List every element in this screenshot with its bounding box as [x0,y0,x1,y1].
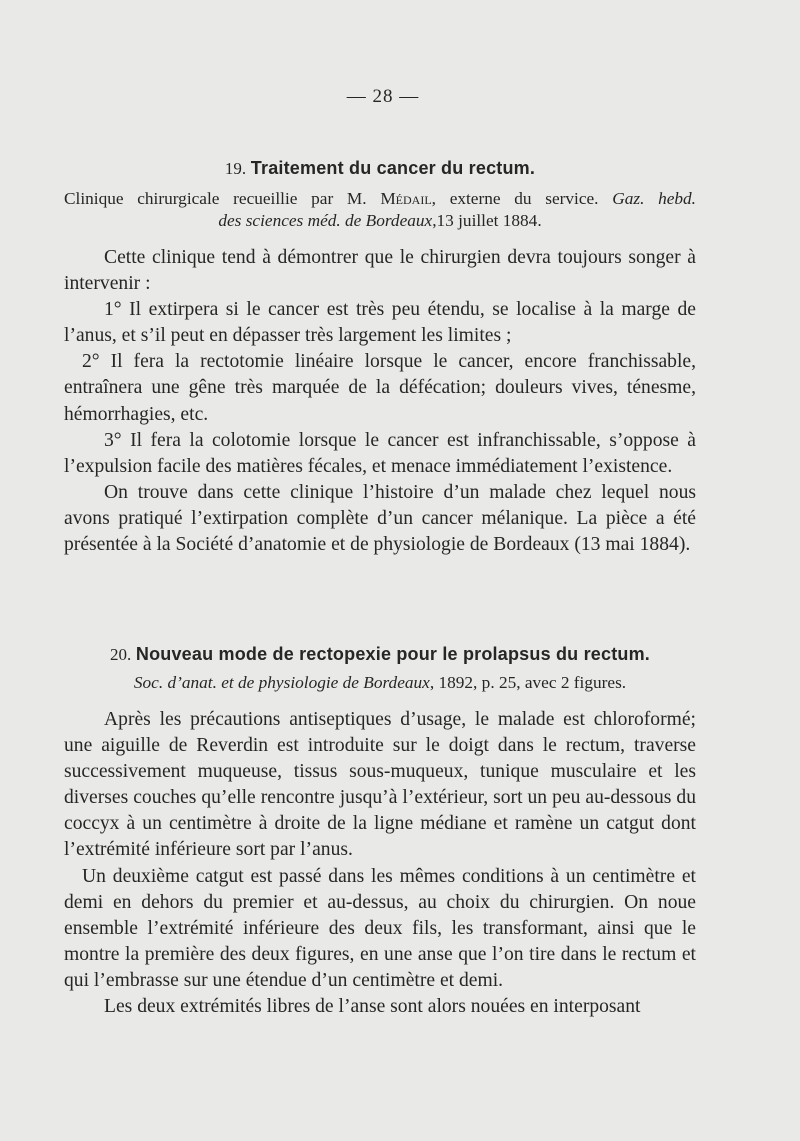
paragraph: Un deuxième catgut est passé dans les mêmes conditions à un centimètre et demi en dehors du premier et au-dessus, au choix du chirurgien. On noue ensemble l’extrémité inférieure des deux fils, les transformant, ainsi que le montre la première des deux figures, en une anse que l’on tire dans le rectum et qui l’embrasse sur une étendue d’un centimètre et demi. [64,865,696,991]
citation-journal: Gaz. hebd. [612,189,697,208]
paragraph: 2° Il fera la rectotomie linéaire lorsque le cancer, encore franchissable, entraînera une gêne très marquée de la défécation; douleurs vives, ténesme, hémorrhagies, etc. [64,351,696,425]
paragraph: Les deux extrémités libres de l’anse sont alors nouées en interposant [104,996,641,1018]
section-20-citation [64,672,696,694]
paragraph: Après les précautions antiseptiques d’usage, le malade est chloroformé; une aiguille de Reverdin est introduite sur le doigt dans le rectum, traverse successivement muqueuse, tissus sous-muqueux, tunique musculaire et les diverses couches qu’elle rencontre jusqu’à l’extérieur, sort un peu au-dessous du coccyx à un centimètre à droite de la ligne médiane et ramène un catgut dont l’extrémité inférieure sort par l’anus. [64,709,696,861]
paragraph: 3° Il fera la colotomie lorsque le cancer est infranchissable, s’oppose à l’expulsion facile des matières fécales, et menace immédiatement l’existence. [64,429,696,477]
section-19-heading [60,158,700,180]
section-19-body [64,245,696,558]
citation-date: ,13 juillet 1884. [432,211,542,230]
section-20-body [64,707,696,1020]
citation-journal-2: des sciences méd. de Bordeaux [218,211,433,230]
section-19-citation [64,188,696,232]
section-20-heading [60,644,700,666]
section-19-number: 19. [224,159,247,178]
citation-journal: Soc. d’anat. et de physiologie de Bordeaux [133,673,430,692]
citation-text-2: , externe du service. [431,189,613,208]
paragraph: Cette clinique tend à démontrer que le chirurgien devra toujours songer à intervenir : [64,247,696,295]
citation-author: Médail [380,189,432,208]
paragraph: On trouve dans cette clinique l’histoire d’un malade chez lequel nous avons pratiqué l’extirpation complète d’un cancer mélanique. La pièce a été présentée à la Société d’anatomie et de physiologie de Bordeaux (13 mai 1884). [64,481,696,556]
citation-text: Clinique chirurgicale recueillie par M. [64,189,381,208]
section-19-title: Traitement du cancer du rectum. [250,158,536,178]
section-20-title: Nouveau mode de rectopexie pour le prolapsus du rectum. [135,644,650,664]
page-number: — 28 — [346,86,420,107]
paragraph: 1° Il extirpera si le cancer est très peu étendu, se localise à la marge de l’anus, et s’il peut en dépasser très largement les limites ; [64,299,696,347]
citation-text: , 1892, p. 25, avec 2 figures. [429,673,627,692]
section-20-number: 20. [110,645,132,664]
